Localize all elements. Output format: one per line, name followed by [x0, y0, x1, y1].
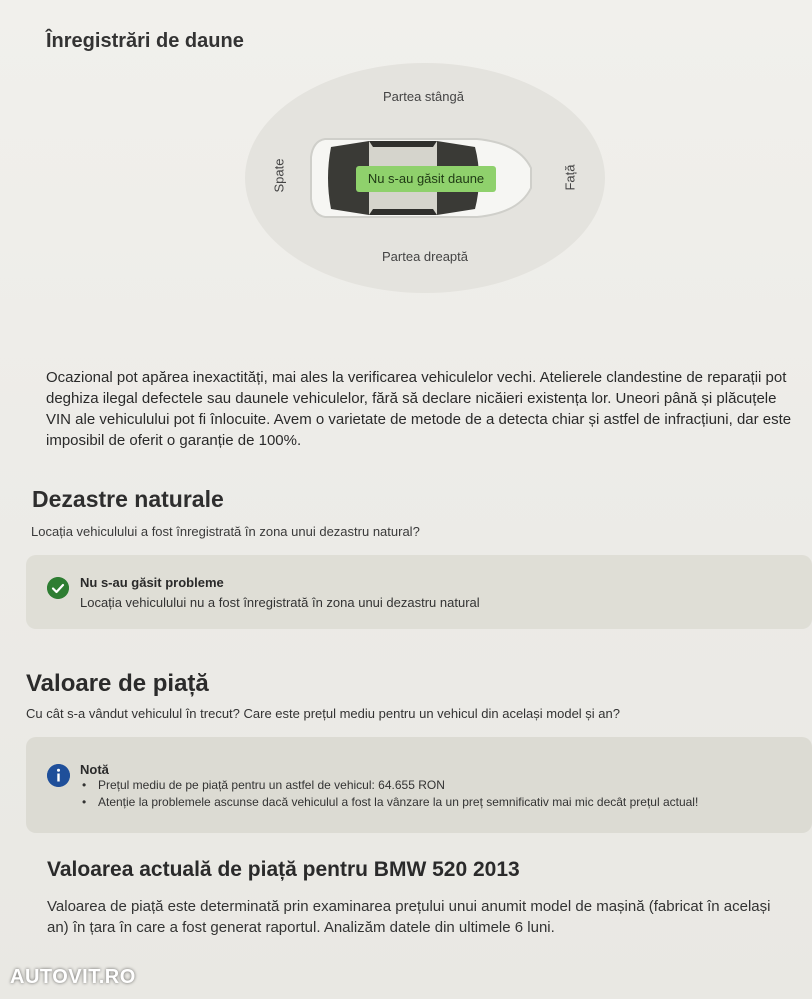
side-right-label: Partea dreaptă — [382, 249, 469, 264]
natural-disasters-question: Locația vehiculului a fost înregistrată în zona unui dezastru natural? — [31, 524, 420, 539]
info-icon — [47, 764, 70, 787]
note-item: • Atenție la problemele ascunse dacă vehiculul a fost la vânzare la un preț semnificativ mai mic decât prețul actual! — [80, 794, 698, 811]
front-label: Față — [562, 164, 578, 191]
actual-value-text: Valoarea de piață este determinată prin examinarea prețului unui anumit model de mașină (fabricat în același an) în țara în care a fost generat raportul. Analizăm datele din ultimele 6 luni. — [47, 898, 771, 936]
checkmark-icon — [47, 577, 69, 599]
no-damage-badge: Nu s-au găsit daune — [356, 166, 496, 192]
note-list — [80, 777, 698, 811]
damage-records-title: Înregistrări de daune — [46, 30, 244, 52]
natural-disasters-result-card — [26, 555, 812, 629]
side-left-label: Partea stângă — [383, 89, 464, 104]
actual-value-title: Valoarea actuală de piață pentru BMW 520 2013 — [47, 858, 520, 881]
note-item: • Prețul mediu de pe piață pentru un astfel de vehicul: 64.655 RON — [80, 777, 698, 794]
natural-disasters-title: Dezastre naturale — [32, 486, 224, 512]
watermark-logo: AUTOVIT.RO — [10, 966, 136, 988]
market-value-question: Cu cât s-a vândut vehiculul în trecut? Care este prețul mediu pentru un vehicul din același model și an? — [26, 706, 620, 721]
market-value-title: Valoare de piață — [26, 670, 209, 697]
result-title: Nu s-au găsit probleme — [80, 575, 224, 590]
note-title: Notă — [80, 762, 109, 777]
result-text: Locația vehiculului nu a fost înregistrată în zona unui dezastru natural — [80, 595, 480, 610]
accuracy-disclaimer: Ocazional pot apărea inexactități, mai ales la verificarea vehiculelor vechi. Atelierele clandestine de reparații pot deghiza ilegal defectele sau daunele vehiculelor, fără să declare nicăieri existența lor. Uneori până și plăcuțele VIN ale vehiculului pot fi înlocuite. Avem o varietate de metode de a detecta chiar și astfel de infracțiuni, dar este imposibil de oferit o garanție de 100%. — [46, 369, 792, 449]
rear-label: Spate — [271, 158, 287, 193]
